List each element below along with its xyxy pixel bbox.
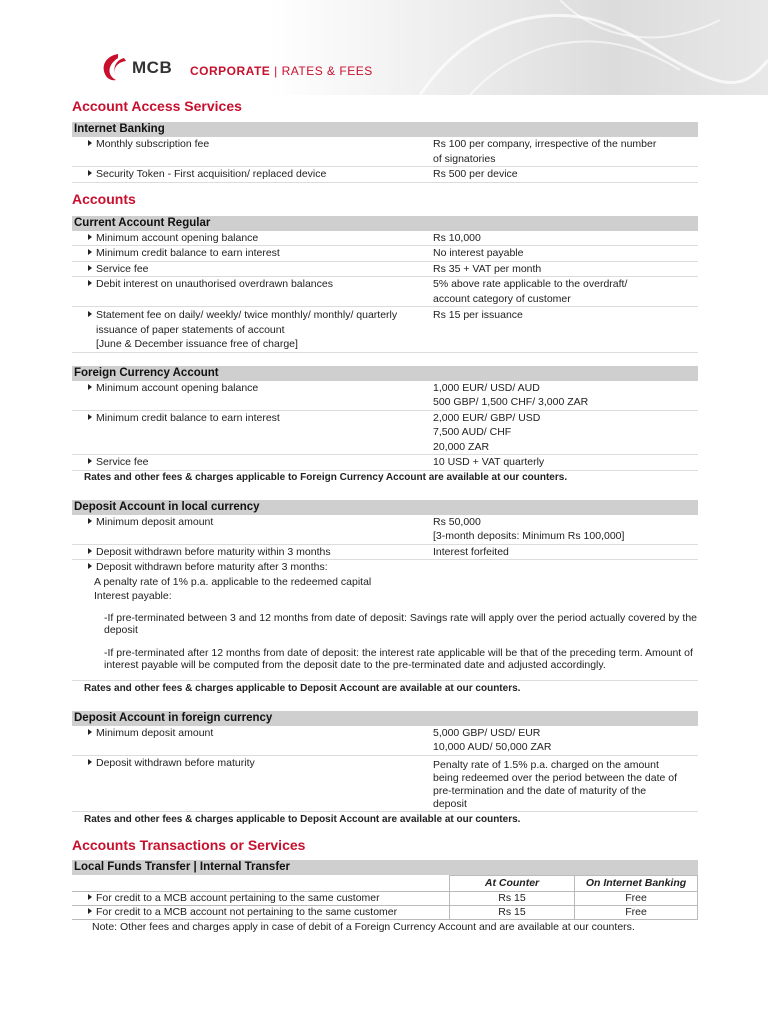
table-row [72, 246, 698, 262]
table-row [72, 726, 698, 756]
row-value: 10 USD + VAT quarterly [433, 456, 545, 468]
bullet-arrow-icon [88, 140, 92, 146]
row-label: For credit to a MCB account pertaining to the same customer [96, 891, 380, 904]
row-label: issuance of paper statements of account [96, 323, 285, 336]
col-internet-banking: On Internet Banking [574, 875, 698, 891]
transfer-note: Note: Other fees and charges apply in case of debit of a Foreign Currency Account and are available at our counters. [92, 920, 635, 933]
bullet-arrow-icon [88, 249, 92, 255]
row-value: [3-month deposits: Minimum Rs 100,000] [433, 530, 625, 542]
penalty-paragraph-1 [72, 612, 698, 637]
table-row [72, 411, 698, 456]
bullet-arrow-icon [88, 414, 92, 420]
bullet-arrow-icon [88, 759, 92, 765]
row-label: Service fee [96, 456, 149, 468]
bullet-arrow-icon [88, 170, 92, 176]
row-value: Interest forfeited [433, 545, 509, 558]
bullet-arrow-icon [88, 518, 92, 524]
deposit-foreign-note: Rates and other fees & charges applicable to Deposit Account are available at our counters. [84, 813, 521, 825]
row-text: A penalty rate of 1% p.a. applicable to the redeemed capital [94, 575, 372, 588]
row-label: Statement fee on daily/ weekly/ twice monthly/ monthly/ quarterly [96, 309, 398, 321]
row-value: 20,000 ZAR [433, 440, 490, 453]
row-value: 10,000 AUD/ 50,000 ZAR [433, 741, 552, 753]
table-row [72, 167, 698, 183]
col-at-counter: At Counter [449, 875, 574, 891]
row-value: No interest payable [433, 247, 524, 259]
counter-fee: Rs 15 [449, 906, 574, 919]
transfer-table-body [72, 891, 698, 920]
row-value: being redeemed over the period between the date of [433, 771, 678, 784]
header-tagline [190, 64, 373, 78]
internet-fee: Free [574, 892, 698, 905]
row-label: Deposit withdrawn before maturity after 3 months: [96, 561, 328, 573]
bullet-arrow-icon [88, 458, 92, 464]
table-row [72, 381, 698, 411]
row-value: Rs 50,000 [433, 515, 481, 528]
row-value: 1,000 EUR/ USD/ AUD [433, 381, 540, 394]
table-row [72, 231, 698, 247]
row-value: 5% above rate applicable to the overdraft/ [433, 278, 628, 290]
row-value: Rs 15 per issuance [433, 309, 523, 321]
row-label: Service fee [96, 262, 149, 275]
bullet-arrow-icon [88, 384, 92, 390]
section-title-transactions: Accounts Transactions or Services [72, 836, 306, 853]
bullet-arrow-icon [88, 265, 92, 271]
table-row [72, 891, 698, 906]
page-header [0, 0, 768, 95]
section-title-account-access: Account Access Services [72, 98, 242, 114]
row-value: Penalty rate of 1.5% p.a. charged on the amount [433, 758, 659, 771]
bullet-arrow-icon [88, 729, 92, 735]
row-label: Minimum credit balance to earn interest [96, 411, 280, 424]
table-row [72, 262, 698, 278]
row-label: Minimum credit balance to earn interest [96, 247, 280, 259]
bullet-arrow-icon [88, 563, 92, 569]
paragraph-line: -If pre-terminated between 3 and 12 months from date of deposit: Savings rate will apply over the period actually covered by the [104, 611, 697, 624]
row-label: Monthly subscription fee [96, 138, 210, 150]
fca-note: Rates and other fees & charges applicable to Foreign Currency Account are available at our counters. [84, 471, 568, 483]
table-row [72, 137, 698, 167]
transfer-table-header [72, 875, 698, 891]
row-value: 7,500 AUD/ CHF [433, 426, 512, 438]
deposit-foreign-header: Deposit Account in foreign currency [72, 711, 698, 726]
document-body [72, 96, 698, 934]
row-value: deposit [433, 797, 467, 810]
mcb-logo-icon [98, 52, 130, 82]
row-value: pre-termination and the date of maturity of the [433, 784, 647, 797]
row-label: Minimum account opening balance [96, 231, 259, 244]
tagline-separator: | [274, 64, 278, 78]
penalty-paragraph-2 [72, 647, 698, 672]
bullet-arrow-icon [88, 908, 92, 914]
counter-fee: Rs 15 [449, 892, 574, 905]
row-value: Rs 10,000 [433, 231, 481, 244]
row-value: Rs 35 + VAT per month [433, 262, 542, 275]
row-label: Deposit withdrawn before maturity [96, 756, 255, 769]
row-label: [June & December issuance free of charge] [96, 338, 298, 350]
deposit-local-note: Rates and other fees & charges applicable to Deposit Account are available at our counters. [84, 682, 521, 694]
row-label: Minimum deposit amount [96, 515, 214, 528]
row-label: Deposit withdrawn before maturity within 3 months [96, 545, 331, 558]
table-row [72, 277, 698, 307]
paragraph-line: deposit [104, 624, 138, 636]
row-value: of signatories [433, 152, 496, 165]
table-row [72, 515, 698, 545]
row-label: Security Token - First acquisition/ replaced device [96, 168, 327, 180]
corporate-label: CORPORATE [190, 64, 271, 78]
current-account-header: Current Account Regular [72, 216, 698, 231]
table-row [72, 307, 698, 353]
row-value: account category of customer [433, 292, 571, 305]
table-row [72, 545, 698, 561]
table-row [72, 560, 698, 681]
deposit-local-header: Deposit Account in local currency [72, 500, 698, 515]
row-value: 2,000 EUR/ GBP/ USD [433, 411, 541, 424]
section-title-accounts: Accounts [72, 190, 136, 207]
bullet-arrow-icon [88, 311, 92, 317]
paragraph-line: -If pre-terminated after 12 months from date of deposit: the interest rate applicable will be that of the preceding term. Amount of [104, 646, 693, 659]
rates-fees-label: RATES & FEES [281, 64, 373, 78]
row-label: For credit to a MCB account not pertaining to the same customer [96, 905, 398, 918]
internet-banking-header: Internet Banking [72, 122, 698, 137]
row-value: 5,000 GBP/ USD/ EUR [433, 726, 541, 739]
row-value: Rs 100 per company, irrespective of the number [433, 138, 657, 150]
bullet-arrow-icon [88, 894, 92, 900]
bullet-arrow-icon [88, 234, 92, 240]
row-label: Debit interest on unauthorised overdrawn balances [96, 278, 333, 290]
table-row [72, 455, 698, 471]
bullet-arrow-icon [88, 280, 92, 286]
foreign-currency-account-header: Foreign Currency Account [72, 366, 698, 381]
local-funds-transfer-header: Local Funds Transfer | Internal Transfer [72, 860, 698, 875]
internet-fee: Free [574, 906, 698, 919]
row-label: Minimum account opening balance [96, 381, 259, 394]
paragraph-line: interest payable will be computed from the deposit date to the pre-terminated date and adjusted accordingly. [104, 659, 606, 671]
row-text: Interest payable: [94, 590, 172, 602]
row-value: Rs 500 per device [433, 168, 518, 180]
bullet-arrow-icon [88, 548, 92, 554]
table-row [72, 756, 698, 812]
row-value: 500 GBP/ 1,500 CHF/ 3,000 ZAR [433, 396, 589, 408]
row-label: Minimum deposit amount [96, 726, 214, 739]
logo-text: MCB [132, 58, 173, 77]
table-row [72, 906, 698, 920]
